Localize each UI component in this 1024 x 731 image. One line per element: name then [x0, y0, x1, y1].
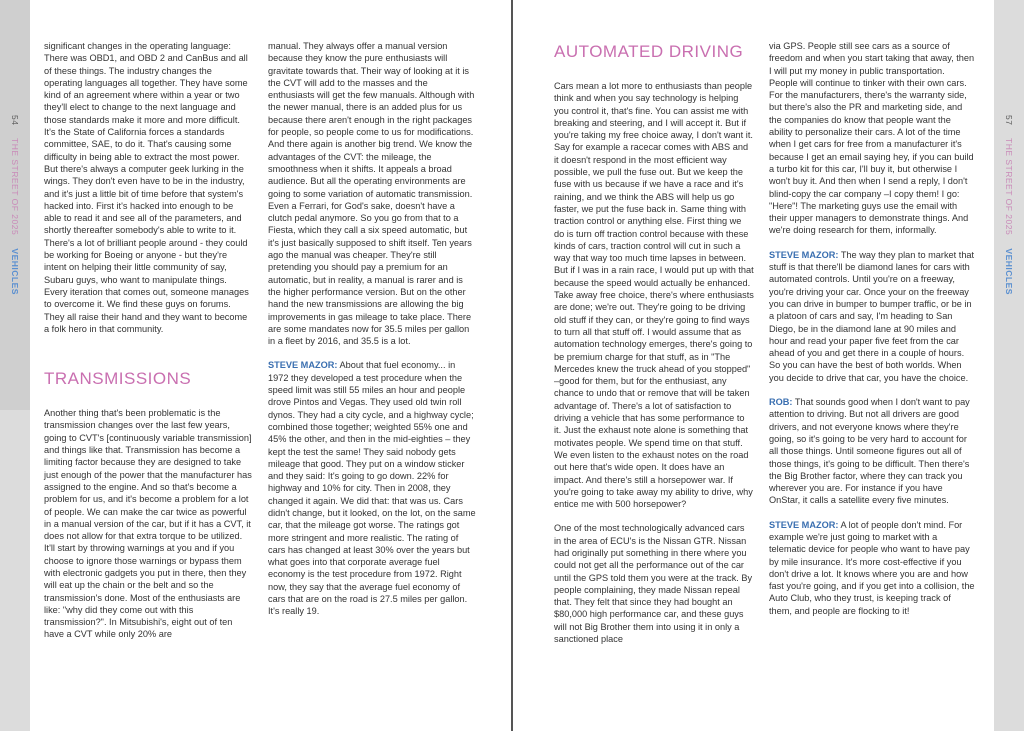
right-running-title: THE STREET OF 2025 — [1004, 138, 1014, 236]
paragraph-enthusiasts-control: Cars mean a lot more to enthusiasts than people think and when you say technology is helping you control it, that's fine. You can assist me with breaking and steering, and I will accept it. But if you're taking my free choice away, I don't want it. Say for example a racecar comes with ABS and it doesn't respond in the most efficient way possible, we pull the fuse out. But we keep the fuse with us because if we have a race and it's raining, and we think the ABS will help us go faster, we put the fuse back in. Same thing with traction control or anything else. First thing we do is turn off traction control because with these kinds of cars, traction control will cut in such a way that way too much time lapses in between. But if I was in a rain race, I would put up with that because the speed would actually be enhanced. Take away free choice, there's where enthusiasts are done; we're out. They're going to be driving old stuff if they can, or they're going to find ways to turn all that stuff off. I would assume that as automation technology emerges, there's going to be premium charge for that stuff, as in "The Mercedes knew the truck ahead of you stopped" –good for them, but for the enthusiast, any chance to undo that or remove that will be taken advantage of. There's a lot of satisfaction to driving a vehicle that has some performance to it. Just the exhaust note alone is something that motivates people. We spend time on that stuff. We even listen to the exhaust notes on the road out here that's wide open. It does have an impact. And there's still a horsepower war. If you're going to take away my ability to drive, why entice me with 500 horsepower? — [554, 81, 754, 510]
paragraph-transmissions: Another thing that's been problematic is the transmission changes over the last few years, going to CVT's [continuously variable transmission] and things like that. Transmission has become a limiting factor because they are designed to take just enough of the power that the manufacturer has assigned to the engine. And so that's become a problem for us, and it's become a problem for a lot of people. We can make the car twice as powerful in a manual version of the car, but if it has a CVT, it does not allow for that extra torque to be utilized. It'll start by throwing warnings at you and if you choose to ignore those warnings or bypass them with electronic gadgets you put in there, then they will eat up the chain or the belt and so the transmission's done. Most of the enthusiasts are like: "why did they come out with this transmission?". In Mitsubishi's, eight out of ten have a CVT while only 20% are — [44, 408, 252, 640]
paragraph-freedom: via GPS. People still see cars as a source of freedom and when you start taking that away, then I will put my money in public transportation. People will continue to tinker with their own cars. For the manufacturers, there's the warranty side, but there's also the PR and marketing side, and the companies do know that people want the ability to personalize their cars. A lot of the time when I get cars for free from a manufacturer it's because I get an email saying hey, if you can build a turbo kit for this car, I'll buy it, but otherwise I won't buy it. And then when I send a reply, I don't blind-copy the car company –I copy them! I go: "Here"! The marketing guys use the email with their upper managers to demonstrate things. And we're doing research for them, informally. — [769, 41, 975, 236]
speaker-text: About that fuel economy... in 1972 they developed a test procedure when the speed limit was still 55 miles an hour and people drove Pintos and Vegas. They used old twin roll dynos. They had a city cycle, and a highway cycle; combined those together; weighted 55% one and 45% the other, and then in the mid-eighties – they kept the test the same! They said nobody gets mileage that good. They put on a window sticker and they said: It's going to go down. 22% for highway and 10% for city. Then in 2008, they changed it again. We did that: that was us. Cars didn't change, but it looked, on the lot, on the same car, that the mileage got worse. The ratings got more stringent and more realistic. The rating of cars has changed at least 30% over the years but what goes into that corporate average fuel economy is the test procedure from 1972. Right now, they say that the average fuel economy of cars that are on the road is 27.5 miles per gallon. It's really 19. — [268, 360, 476, 617]
speaker-text: The way they plan to market that stuff is that there'll be diamond lanes for cars with automated controls. Until you're on a freeway, you're driving your car. Once your on the freeway you can drive in bumper to bumper traffic, or be in a platoon of cars and say, I'm heading to San Diego, be in the diamond lane at 90 miles and hour and read your paper five feet from the car ahead of you and get there in a couple of hours. So you can have the best of both worlds. When you decide to drive that car, you have the choice. — [769, 249, 975, 383]
paragraph-big-brother — [769, 396, 975, 507]
left-column-2 — [268, 40, 476, 630]
paragraph-telematics — [769, 519, 975, 617]
right-section-label: VEHICLES — [1004, 248, 1014, 295]
speaker-label: STEVE MAZOR: — [268, 360, 338, 371]
speaker-text: That sounds good when I don't want to pay attention to driving. But not all drivers are good drivers, and not everyone knows where they're going, so it's going to be very hard to account for all those things. Until someone figures out all of those things, it's going to be difficult. Then there's the Big Brother factor, where they can track you wherever you are. For instance if you have OnStar, it calls a satellite every five minutes. — [769, 397, 970, 506]
right-page-number: 57 — [1004, 115, 1014, 126]
right-page-side-tab — [994, 0, 1024, 410]
speaker-label: STEVE MAZOR: — [769, 519, 839, 530]
left-page-number: 54 — [10, 115, 20, 126]
right-column-1 — [554, 42, 754, 657]
left-section-label: VEHICLES — [10, 248, 20, 295]
paragraph-manual-transmission: manual. They always offer a manual version because they know the pure enthusiasts will gravitate towards that. Their way of looking at it is the CVT will add to the masses and the enthusiasts will get the few manuals. Although with the newer manual, there is an added plus for us because there aren't enough in the right packages for people, so people come to us for modifications. And there again is another big trend. We know the advantages of the CVT: the mileage, the smoothness when it shifts. It appeals a broad audience. But all the operating environments are going to some variation of automatic transmission. Even a Ferrari, for God's sake, doesn't have a clutch pedal anymore. So you go from that to a Fiesta, which they call a six speed automatic, but it's just basically supposed to shift itself. Ten years ago the manual was cheaper. They're still pretending you should pay a premium for an automatic, but in reality, a manual is rarer and is the higher performance version. But on the other hand the new transmissions are allowing the big improvements in gas mileage to take place. There are some mandates now for 35.5 miles per gallon in a fleet by 2016, and 35.5 is a lot. — [268, 41, 475, 347]
speaker-label: STEVE MAZOR: — [769, 249, 839, 260]
paragraph-nissan-gtr: One of the most technologically advanced cars in the area of ECU's is the Nissan GTR. Nissan had originally put something in there where you could not get all the performance out of the car until the GPS told them you were at the track. By people complaining, they made Nissan repeal that. They felt that since they had bought an $80,000 high performance car, and these guys will not Big Brother them into using it in only a sanctioned place — [554, 523, 753, 645]
paragraph-fuel-economy — [268, 359, 476, 617]
heading-transmissions: TRANSMISSIONS — [44, 369, 192, 389]
paragraph-diamond-lanes — [769, 249, 975, 384]
right-column-2 — [769, 40, 975, 629]
left-side-label — [10, 115, 20, 295]
speaker-label: ROB: — [769, 397, 793, 408]
left-page-side-tab — [0, 0, 30, 410]
right-side-label — [1004, 115, 1014, 295]
paragraph-obd-languages: significant changes in the operating language: There was OBD1, and OBD 2 and CanBus and all of these things. The industry changes the operating languages all together. They have some kind of an agreement where within a year or two they'll elect to change to the next language and those standards make it more and more difficult. It's the State of California forces a standards committee, SAE, to do it. That's causing some difficulty in being able to extract the most power. But there's always a computer geek lurking in the wings. They don't even have to be in the industry, and it's just a little bit of time before that system's hacked into. First it's hacked into enough to be able to read it and see all of the parameters, and shortly thereafter somebody's able to write to it. There's a lot of brilliant people around - they could be working for Boeing or anyone - but they're intent on helping their little community of say, Subaru guys, who want to manipulate things. Every iteration that comes out, someone manages to overcome it. We find these guys on forums. They all raise their hand and they want to become a folk hero in that community. — [44, 41, 249, 334]
heading-automated-driving: AUTOMATED DRIVING — [554, 42, 744, 61]
book-spine — [511, 0, 513, 731]
speaker-text: A lot of people don't mind. For example we're just going to market with a telematic device for people who want to have pay by mile insurance. It's more cost-effective if you don't drive a lot. It knows where you are and how fast you're going, and if you get into a collision, the Auto Club, who they trust, is keeping track of them, and people are flocking to it! — [769, 519, 975, 616]
left-column-1 — [44, 40, 252, 653]
left-running-title: THE STREET OF 2025 — [10, 138, 20, 236]
